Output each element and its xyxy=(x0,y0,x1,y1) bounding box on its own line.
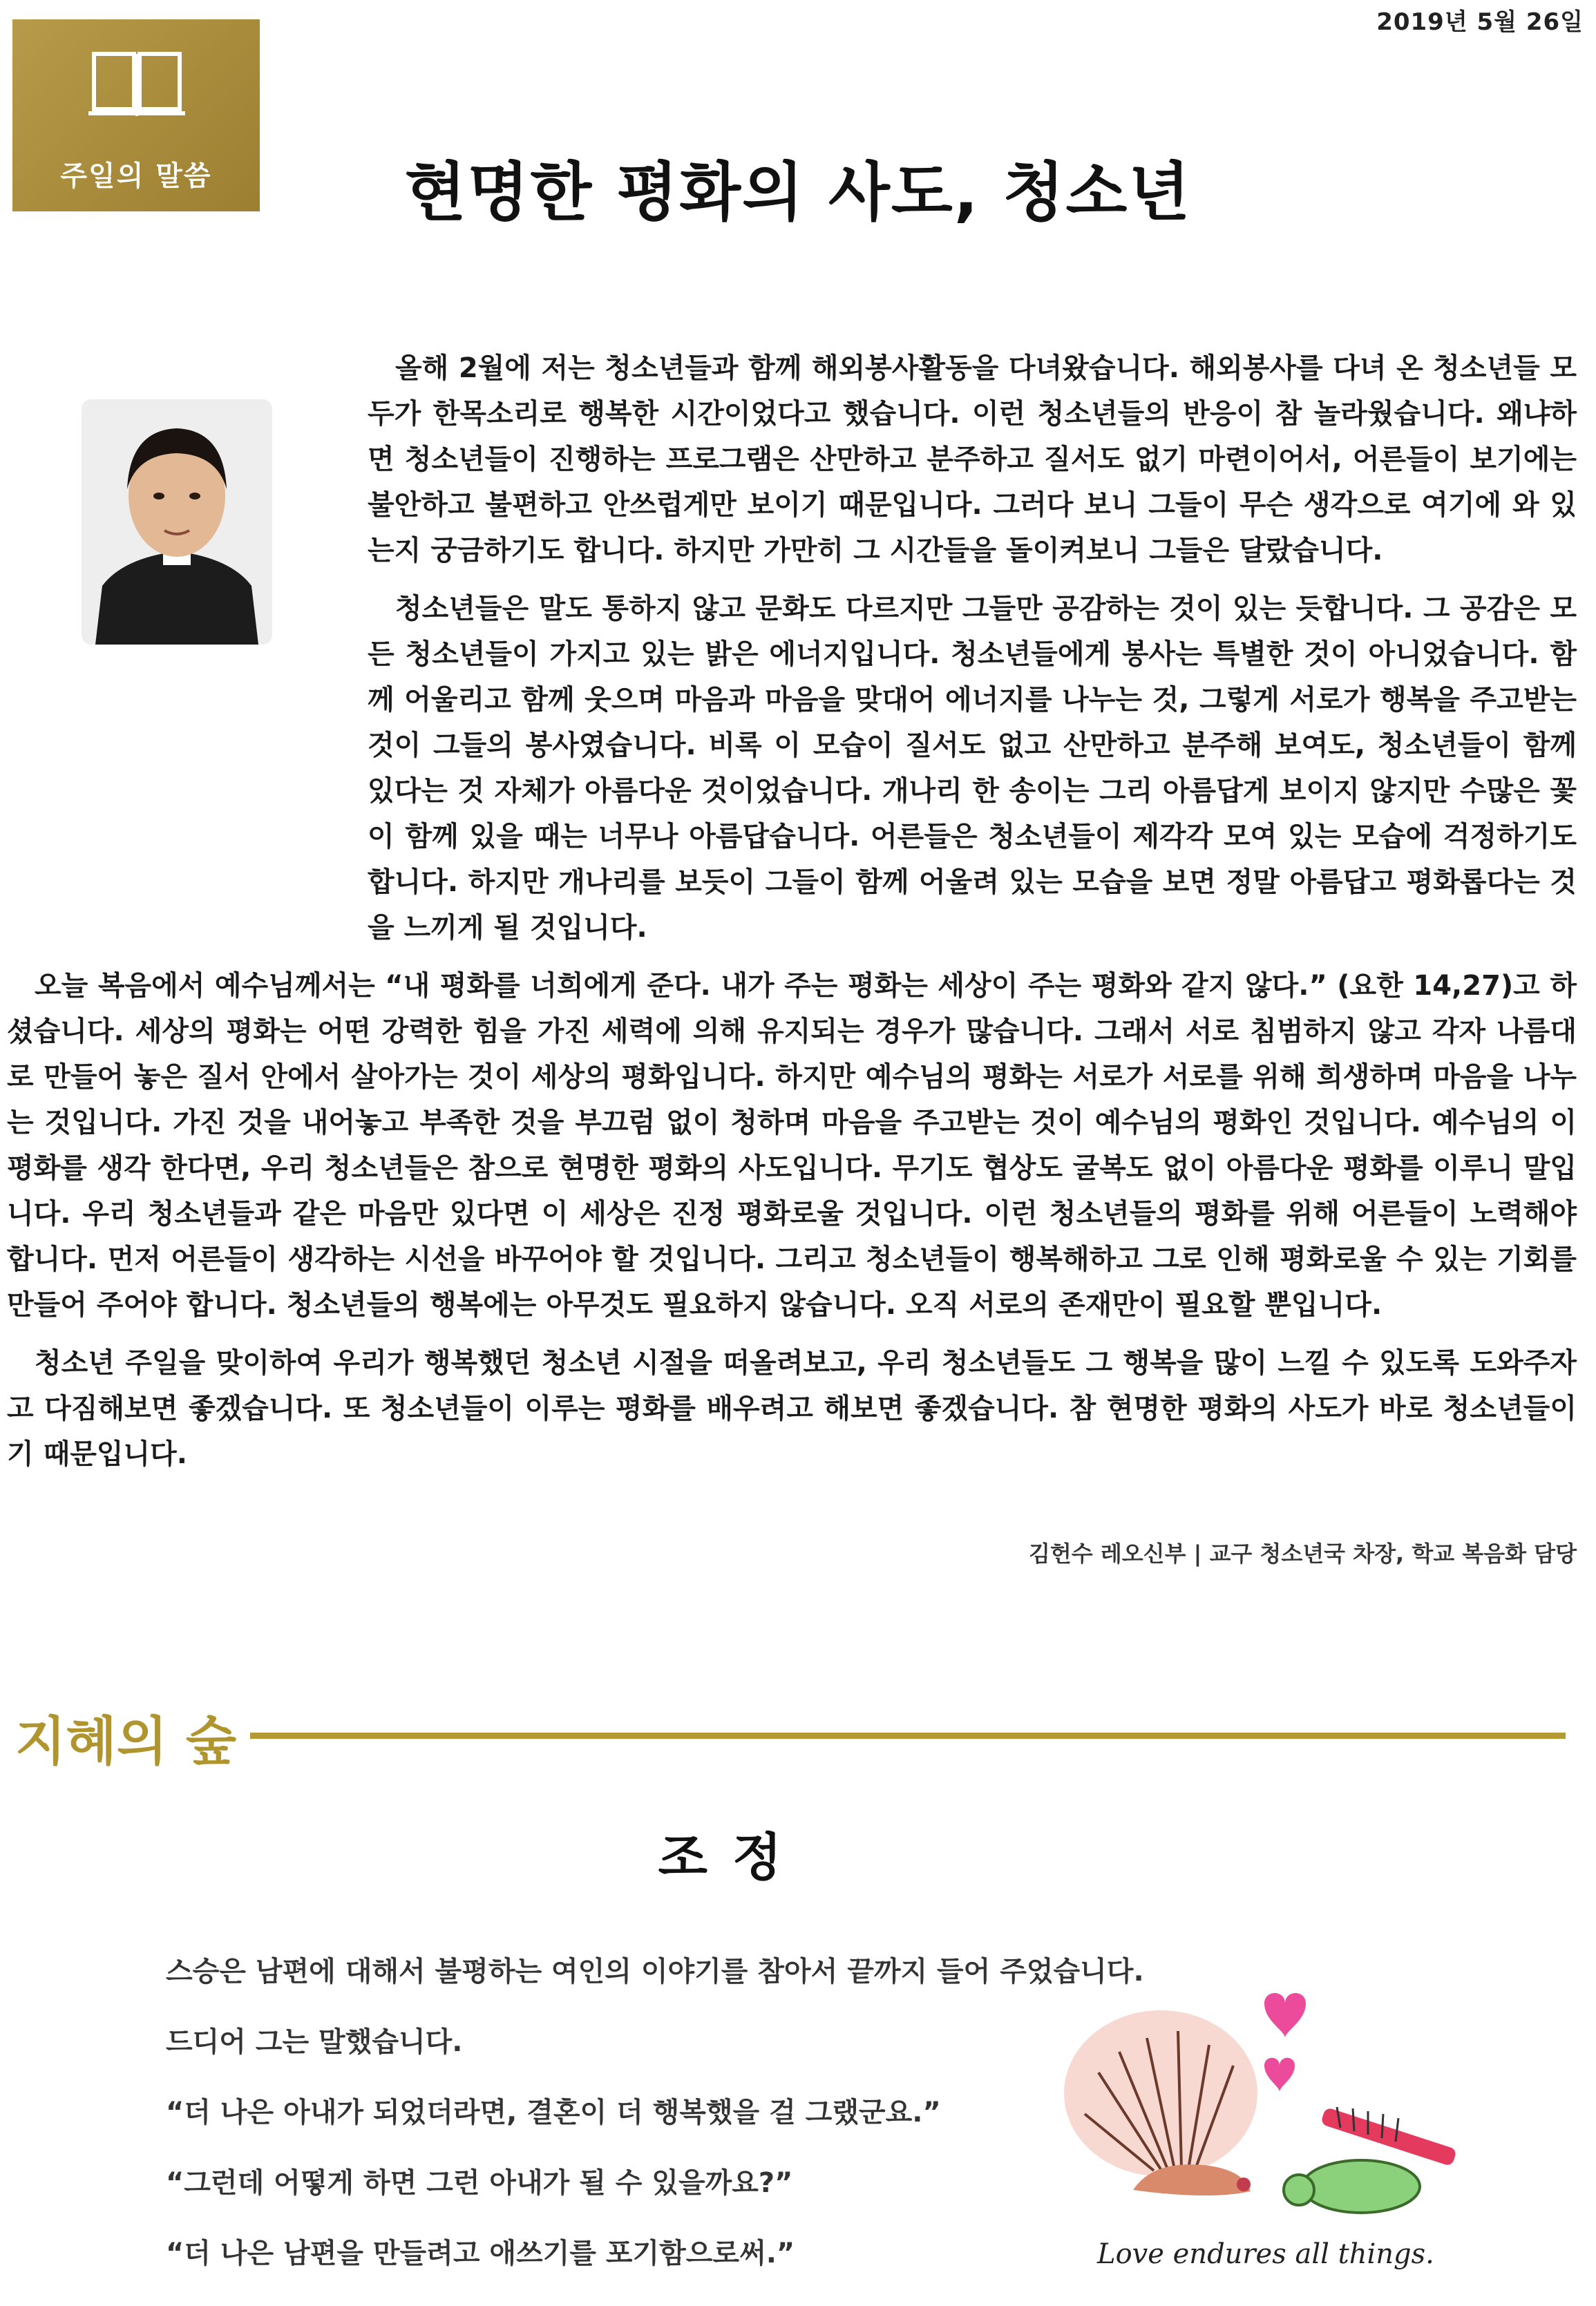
article-paragraph: 청소년 주일을 맞이하여 우리가 행복했던 청소년 시절을 떠올려보고, 우리 청소년들도 그 행복을 많이 느낄 수 있도록 도와주자고 다짐해보면 좋겠습니다. 또 청소년들이 이루는 평화를 배우려고 해보면 좋겠습니다. 참 현명한 평화의 사도가 바로 청소년들이기 때문입니다. xyxy=(7,1347,1577,1470)
article-paragraph: 오늘 복음에서 예수님께서는 “내 평화를 너희에게 준다. 내가 주는 평화는 세상이 주는 평화와 같지 않다.” (요한 14,27)고 하셨습니다. 세상의 평화는 어떤 강력한 힘을 가진 세력에 의해 유지되는 경우가 많습니다. 그래서 서로 침범하지 않고 각자 나름대로 만들어 놓은 질서 안에서 살아가는 것이 세상의 평화입니다. 하지만 예수님의 평화는 서로가 서로를 위해 희생하며 마음을 나누는 것입니다. 가진 것을 내어놓고 부족한 것을 부끄럼 없이 청하며 마음을 주고받는 것이 예수님의 평화인 것입니다. 예수님의 이 평화를 생각 한다면, 우리 청소년들은 참으로 현명한 평화의 사도입니다. 무기도 협상도 굴복도 없이 아름다운 평화를 이루니 말입니다. 우리 청소년들과 같은 마음만 있다면 이 세상은 진정 평화로울 것입니다. 이런 청소년들의 평화를 위해 어른들이 노력해야 합니다. 먼저 어른들이 생각하는 시선을 바꾸어야 할 것입니다. 그리고 청소년들이 행복해하고 그로 인해 평화로울 수 있는 기회를 만들어 주어야 합니다. 청소년들의 행복에는 아무것도 필요하지 않습니다. 오직 서로의 존재만이 필요할 뿐입니다. xyxy=(7,970,1577,1321)
story-line: “더 나은 남편을 만들려고 애쓰기를 포기함으로써.” xyxy=(166,2238,795,2269)
story-text xyxy=(166,1950,1144,2302)
section-heading: 지혜의 숲 xyxy=(15,1711,237,1772)
story-line: 드디어 그는 말했습니다. xyxy=(166,2026,463,2058)
illustration-caption: Love endures all things. xyxy=(1097,2238,1434,2270)
article-paragraph: 올해 2월에 저는 청소년들과 함께 해외봉사활동을 다녀왔습니다. 해외봉사를 다녀 온 청소년들 모두가 한목소리로 행복한 시간이었다고 했습니다. 이런 청소년들의 반응이 참 놀라웠습니다. 왜냐하면 청소년들이 진행하는 프로그램은 산만하고 분주하고 질서도 없기 마련이어서, 어른들이 보기에는 불안하고 불편하고 안쓰럽게만 보이기 때문입니다. 그러다 보니 그들이 무슨 생각으로 여기에 와 있는지 궁금하기도 합니다. 하지만 가만히 그 시간들을 돌이켜보니 그들은 달랐습니다. xyxy=(368,352,1577,566)
heart-icon xyxy=(1264,2058,1295,2092)
page-title: 현명한 평화의 사도, 청소년 xyxy=(404,155,1192,229)
heart-icon xyxy=(1264,1993,1306,2038)
logo-label: 주일의 말씀 xyxy=(60,160,212,192)
story-line: 스승은 남편에 대해서 불평하는 여인의 이야기를 참아서 끝까지 들어 주었습니다. xyxy=(166,1956,1144,1988)
story-line: “더 나은 아내가 되었더라면, 결혼이 더 행복했을 걸 그랬군요.” xyxy=(166,2097,941,2128)
issue-date: 2019년 5월 26일 xyxy=(1376,8,1584,36)
section-divider xyxy=(250,1733,1566,1739)
article-paragraph: 청소년들은 말도 통하지 않고 문화도 다르지만 그들만 공감하는 것이 있는 듯합니다. 그 공감은 모든 청소년들이 가지고 있는 밝은 에너지입니다. 청소년들에게 봉사는 특별한 것이 아니었습니다. 함께 어울리고 함께 웃으며 마음과 마음을 맞대어 에너지를 나누는 것, 그렇게 서로가 행복을 주고받는 것이 그들의 봉사였습니다. 비록 이 모습이 질서도 없고 산만하고 분주해 보여도, 청소년들이 함께 있다는 것 자체가 아름다운 것이었습니다. 개나리 한 송이는 그리 아름답게 보이지 않지만 수많은 꽃이 함께 있을 때는 너무나 아름답습니다. 어른들은 청소년들이 제각각 모여 있는 모습에 걱정하기도 합니다. 하지만 개나리를 보듯이 그들이 함께 어울려 있는 모습을 보면 정말 아름답고 평화롭다는 것을 느끼게 될 것입니다. xyxy=(368,593,1577,944)
book-icon xyxy=(82,47,192,137)
author-byline: 김헌수 레오신부 | 교구 청소년국 차장, 학교 복음화 담당 xyxy=(1028,1541,1577,1567)
story-line: “그런데 어떻게 하면 그런 아내가 될 수 있을까요?” xyxy=(166,2167,793,2199)
story-title: 조정 xyxy=(658,1828,807,1887)
article-body xyxy=(7,345,1577,1489)
